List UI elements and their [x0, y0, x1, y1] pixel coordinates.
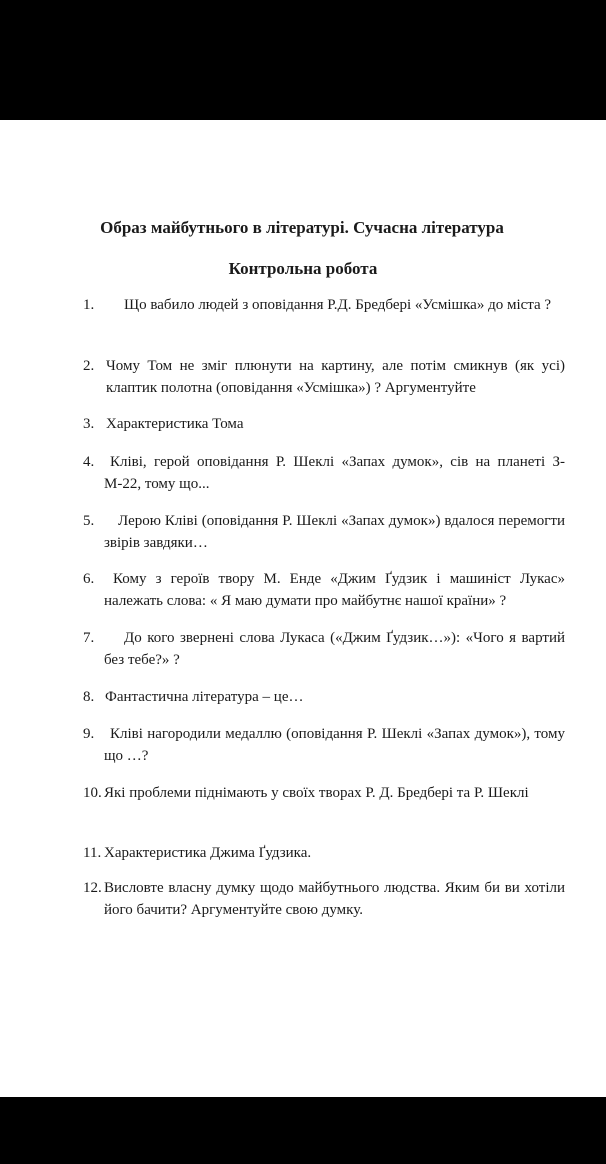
question-11: [83, 842, 565, 864]
question-number: 1.: [83, 297, 95, 313]
question-12: [83, 877, 565, 921]
question-text: Характеристика Джима Ґудзика.: [104, 845, 312, 861]
question-text: Фантастична література – це…: [105, 689, 304, 705]
question-number: 9.: [83, 726, 95, 742]
question-5: [83, 510, 565, 554]
question-text: Характеристика Тома: [106, 416, 244, 432]
question-text: Кліві нагородили медаллю (оповідання Р. Шеклі «Запах думок»), тому що …?: [104, 726, 565, 764]
question-3: [83, 413, 565, 435]
question-text: Кліві, герой оповідання Р. Шеклі «Запах думок», сів на планеті З-М-22, тому що...: [104, 454, 565, 492]
question-text: Кому з героїв твору М. Енде «Джим Ґудзик і машиніст Лукас» належать слова: « Я маю думати про майбутнє нашої країни» ?: [104, 571, 565, 609]
question-text: До кого звернені слова Лукаса («Джим Ґудзик…»): «Чого я вартий без тебе?» ?: [104, 630, 565, 668]
question-number: 4.: [83, 454, 95, 470]
question-number: 12.: [83, 880, 102, 896]
question-9: [83, 723, 565, 767]
question-1: [83, 294, 565, 316]
question-number: 3.: [83, 416, 95, 432]
question-number: 5.: [83, 513, 95, 529]
document-title: Образ майбутнього в літературі. Сучасна література: [100, 218, 504, 237]
question-number: 6.: [83, 571, 95, 587]
question-number: 11.: [83, 845, 102, 861]
question-number: 2.: [83, 358, 95, 374]
question-text: Висловте власну думку щодо майбутнього людства. Яким би ви хотіли його бачити? Аргументуйте свою думку.: [104, 880, 565, 918]
document-subtitle: Контрольна робота: [228, 259, 378, 278]
question-6: [83, 568, 565, 612]
question-4: [83, 451, 565, 495]
question-10: [83, 782, 565, 804]
question-number: 8.: [83, 689, 95, 705]
question-8: [83, 686, 565, 708]
question-text: Чому Том не зміг плюнути на картину, але потім смикнув (як усі) клаптик полотна (оповідання «Усмішка») ? Аргументуйте: [106, 358, 565, 396]
question-2: [83, 355, 565, 399]
question-text: Лерою Кліві (оповідання Р. Шеклі «Запах думок») вдалося перемогти звірів завдяки…: [104, 513, 565, 551]
question-text: Що вабило людей з оповідання Р.Д. Бредбері «Усмішка» до міста ?: [124, 297, 552, 313]
question-text: Які проблеми піднімають у своїх творах Р. Д. Бредбері та Р. Шеклі: [104, 785, 529, 801]
document-page: [0, 120, 606, 1097]
question-7: [83, 627, 565, 671]
question-number: 7.: [83, 630, 95, 646]
question-number: 10.: [83, 785, 102, 801]
